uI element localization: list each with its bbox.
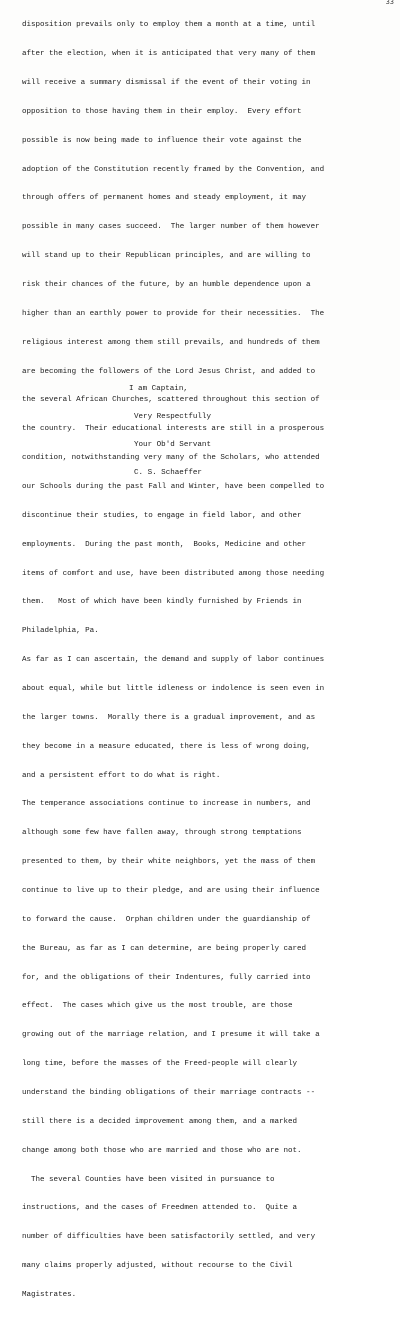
closing-signature: C. S. Schaeffer [134,469,202,478]
letter-line: Philadelphia, Pa. [22,627,99,636]
letter-line: the Bureau, as far as I can determine, are being properly cared [22,944,307,953]
letter-line: our Schools during the past Fall and Winter, have been compelled to [22,483,325,491]
letter-line: although some few have fallen away, through strong temptations [22,829,302,838]
letter-line: risk their chances of the future, by an humble dependence upon a [22,280,311,289]
letter-line: about equal, while but little idleness or indolence is seen even in [22,685,325,694]
letter-line: possible in many cases succeed. The larger number of them however [22,223,320,232]
letter-line: the country. Their educational interests are still in a prosperous [22,425,325,434]
letter-line: number of difficulties have been satisfactorily settled, and very [22,1233,316,1242]
closing-salutation: I am Captain, [129,384,188,393]
letter-line: opposition to those having them in their employ. Every effort [22,107,302,116]
letter-line: discontinue their studies, to engage in field labor, and other [22,511,302,520]
letter-line: instructions, and the cases of Freedmen attended to. Quite a [22,1204,298,1213]
letter-line: to forward the cause. Orphan children under the guardianship of [22,915,311,924]
letter-line: continue to live up to their pledge, and are using their influence [22,887,320,896]
letter-line: through offers of permanent homes and steady employment, it may [22,194,307,203]
letter-line: higher than an earthly power to provide for their necessities. The [22,309,325,318]
letter-line: the several African Churches, scattered throughout this section of [22,396,320,405]
closing-servant: Your Ob'd Servant [134,441,211,450]
letter-line: and a persistent effort to do what is right. [22,771,221,780]
letter-closing [0,366,400,498]
letter-line: will receive a summary dismissal if the event of their voting in [22,78,311,87]
letter-line: effect. The cases which give us the most trouble, are those [22,1002,293,1011]
letter-line: adoption of the Constitution recently framed by the Convention, and [22,165,325,174]
letter-line: will stand up to their Republican principles, and are willing to [22,252,311,261]
page-number: 33 [385,0,394,6]
letter-line: items of comfort and use, have been distributed among those needing [22,569,325,578]
letter-line: them. Most of which have been kindly furnished by Friends in [22,598,302,607]
letter-line: Magistrates. [22,1291,77,1300]
letter-line: As far as I can ascertain, the demand and supply of labor continues [22,656,325,665]
letter-line: change among both those who are married and those who are not. [22,1146,302,1155]
letter-body [22,2,394,1320]
letter-line: the larger towns. Morally there is a gradual improvement, and as [22,713,316,722]
letter-line: understand the binding obligations of their marriage contracts -- [22,1089,316,1098]
letter-line: they become in a measure educated, there is less of wrong doing, [22,742,311,751]
letter-line: condition, notwithstanding very many of the Scholars, who attended [22,454,320,463]
closing-respect: Very Respectfully [134,413,211,422]
letter-line: for, and the obligations of their Indentures, fully carried into [22,973,311,982]
letter-line: still there is a decided improvement among them, and a marked [22,1117,298,1126]
letter-line: are becoming the followers of the Lord Jesus Christ, and added to [22,367,316,376]
letter-line: growing out of the marriage relation, and I presume it will take a [22,1031,320,1040]
letter-line: The several Counties have been visited in pursuance to [22,1175,275,1184]
letter-line: disposition prevails only to employ them a month at a time, until [22,21,316,30]
letter-line: many claims properly adjusted, without recourse to the Civil [22,1262,293,1271]
letter-line: employments. During the past month, Books, Medicine and other [22,540,307,549]
letter-line: religious interest among them still prevails, and hundreds of them [22,338,320,347]
letter-line: presented to them, by their white neighbors, yet the mass of them [22,858,316,867]
letter-line: long time, before the masses of the Freed-people will clearly [22,1060,298,1069]
letter-line: after the election, when it is anticipated that very many of them [22,50,316,59]
letter-line: possible is now being made to influence their vote against the [22,136,302,145]
letter-line: The temperance associations continue to increase in numbers, and [22,800,311,809]
